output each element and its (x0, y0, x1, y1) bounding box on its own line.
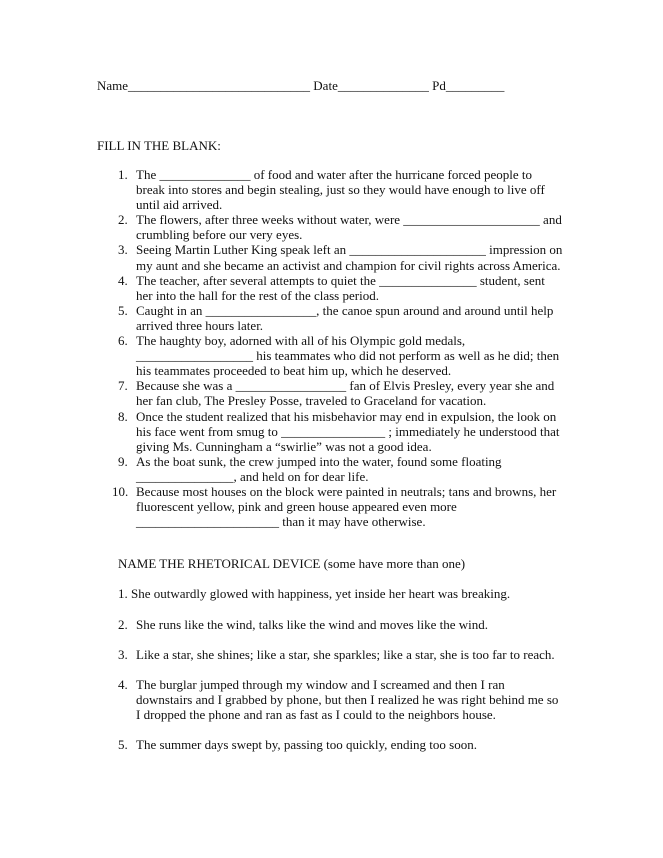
list-item (118, 212, 564, 242)
list-item (118, 677, 564, 722)
item-number: 3. (118, 242, 128, 258)
fill-in-blank-list (112, 167, 564, 530)
fill-in-blank-heading: FILL IN THE BLANK: (97, 138, 221, 153)
date-label: Date (313, 78, 338, 93)
item-number: 4. (118, 677, 128, 692)
item-text: Like a star, she shines; like a star, she sparkles; like a star, she is too far to reach. (136, 647, 555, 662)
item-text: Caught in an _________________, the canoe spun around and around until help arrived three hours later. (136, 302, 554, 333)
list-item (118, 242, 564, 272)
list-item (118, 273, 564, 303)
list-item (118, 737, 564, 752)
rhetorical-device-heading: NAME THE RHETORICAL DEVICE (some have more than one) (118, 556, 466, 571)
name-blank: ____________________________ (128, 78, 311, 93)
item-text: The burglar jumped through my window and I screamed and then I ran downstairs and I grabbed by phone, but then I realized he was right behind me so I dropped the phone and ran as fast as I could to the neighbors house. (136, 677, 559, 722)
list-item (118, 378, 564, 408)
item-text: The teacher, after several attempts to quiet the _______________ student, sent her into the hall for the rest of the class period. (136, 272, 545, 303)
item-number: 3. (118, 647, 128, 662)
date-blank: ______________ (337, 78, 429, 93)
list-item (118, 167, 564, 212)
period-blank: _________ (445, 78, 505, 93)
item-text: Once the student realized that his misbehavior may end in expulsion, the look on his face went from smug to ________________ ; immediately he understood that giving Ms. Cunningham a “swirlie” was not a good idea. (136, 408, 560, 454)
item-text: She runs like the wind, talks like the wind and moves like the wind. (136, 617, 489, 632)
item-number: 5. (118, 737, 128, 752)
item-text: Because most houses on the block were painted in neutrals; tans and browns, her fluorescent yellow, pink and green house appeared even more ______________________ than it may have otherwise. (136, 483, 557, 530)
list-item (118, 647, 564, 662)
item-text: The flowers, after three weeks without water, were _____________________ and crumbling before our very eyes. (136, 212, 562, 243)
list-item (118, 586, 564, 601)
period-label: Pd (432, 78, 446, 93)
item-number: 5. (118, 302, 128, 318)
item-number: 6. (118, 333, 128, 349)
list-item (118, 454, 564, 484)
item-text: Seeing Martin Luther King speak left an _____________________ impression on my aunt and she became an activist and champion for civil rights across America. (136, 242, 563, 273)
item-number: 2. (118, 617, 128, 632)
list-item (118, 617, 564, 632)
item-number: 1. (118, 586, 128, 601)
list-item (118, 409, 564, 454)
item-text: The haughty boy, adorned with all of his Olympic gold medals, __________________ his teammates who did not perform as well as he did; then his teammates proceeded to beat him up, which he deserved. (136, 333, 560, 379)
item-text: The summer days swept by, passing too quickly, ending too soon. (136, 737, 477, 752)
item-text: She outwardly glowed with happiness, yet inside her heart was breaking. (131, 586, 511, 601)
item-number: 1. (118, 167, 128, 182)
student-info-line (97, 78, 504, 94)
item-number: 8. (118, 408, 128, 424)
item-number: 10. (112, 483, 129, 499)
item-number: 9. (118, 453, 128, 469)
list-item (118, 333, 564, 378)
list-item (112, 483, 564, 530)
item-text: Because she was a _________________ fan of Elvis Presley, every year she and her fan club, The Presley Posse, traveled to Graceland for vacation. (136, 378, 555, 409)
item-number: 7. (118, 378, 128, 394)
item-text: As the boat sunk, the crew jumped into the water, found some floating _______________, and held on for dear life. (136, 453, 502, 484)
item-text: The ______________ of food and water after the hurricane forced people to break into stores and begin stealing, just so they would have enough to live off until aid arrived. (136, 167, 545, 213)
name-label: Name (97, 78, 129, 93)
item-number: 4. (118, 272, 128, 288)
item-number: 2. (118, 212, 128, 228)
list-item (118, 303, 564, 333)
